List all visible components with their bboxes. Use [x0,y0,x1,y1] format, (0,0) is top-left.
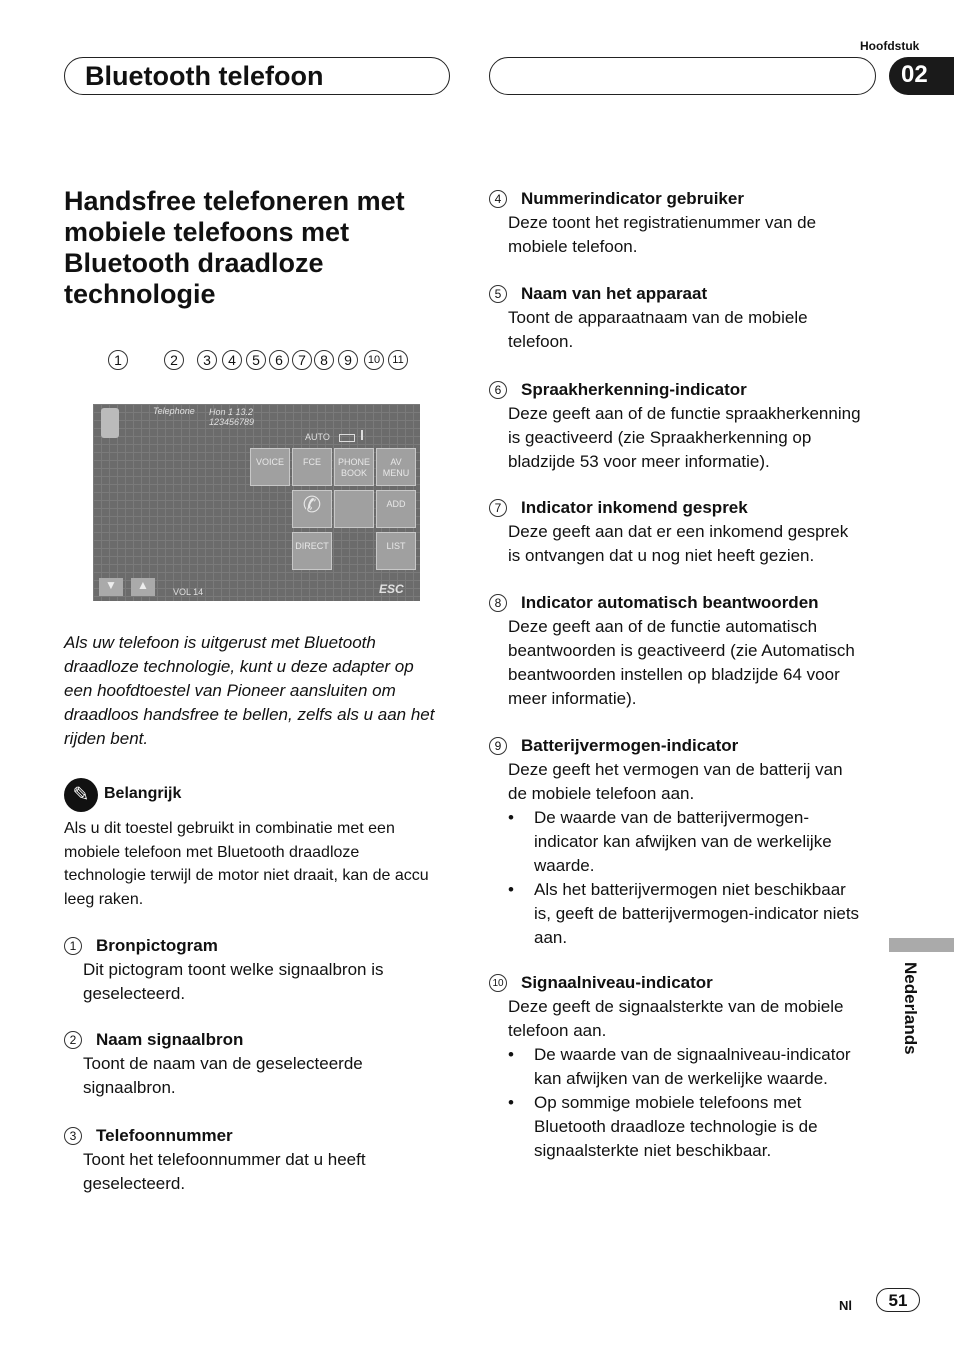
sidebar-language: Nederlands [901,962,920,1055]
item-title: Indicator inkomend gesprek [521,498,748,517]
item-2 [64,1028,436,1100]
item-5 [489,282,861,354]
screen-call-button [292,490,332,528]
screen-phonebook-button: PHONE BOOK [334,448,374,486]
callout-7: 7 [292,350,312,370]
header-section-pill [64,57,450,95]
handset-icon: ✆ [302,492,322,517]
item-text: Deze geeft het vermogen van de batterij van de mobiele telefoon aan. [508,760,843,803]
screen-fce-button: FCE [292,448,332,486]
item-6 [489,378,861,474]
important-icon: ✎ [64,778,98,812]
item-text: Toont de naam van de geselecteerde signaalbron. [83,1054,363,1097]
item-bullets [489,1043,861,1163]
item-title: Naam van het apparaat [521,284,708,303]
screen-voice-button: VOICE [250,448,290,486]
item-number: 8 [489,594,507,612]
important-title: Belangrijk [104,785,182,802]
callout-9: 9 [338,350,358,370]
item-title: Naam signaalbron [96,1030,244,1049]
item-9 [489,734,861,950]
item-10 [489,971,861,1163]
screen-blank-button [334,490,374,528]
chapter-label: Hoofdstuk [860,39,920,53]
callout-3: 3 [197,350,217,370]
item-number: 3 [64,1127,82,1145]
screen-device-name: Hon 1 13.2 [209,407,254,417]
item-text: Deze geeft aan dat er een inkomend gesprek is ontvangen dat u nog niet heeft gezien. [508,522,849,565]
bullet: • De waarde van de batterijvermogen-indicator kan afwijken van de werkelijke waarde. [534,806,861,878]
item-text: Deze geeft aan of de functie spraakherkenning is geactiveerd (zie Spraakherkenning op bladzijde 53 voor meer informatie). [508,404,861,471]
item-title: Nummerindicator gebruiker [521,189,744,208]
callout-5: 5 [246,350,266,370]
screen-up-arrow-icon: ▲ [131,578,155,596]
bullet: • Op sommige mobiele telefoons met Bluetooth draadloze technologie is de signaalsterkte niet beschikbaar. [534,1091,861,1163]
callout-8: 8 [314,350,334,370]
item-number: 2 [64,1031,82,1049]
item-text: Toont de apparaatnaam van de mobiele telefoon. [508,308,808,351]
side-tab-marker [889,938,954,952]
screen-signal-icon [361,430,373,440]
item-4 [489,187,861,259]
item-title: Signaalniveau-indicator [521,973,713,992]
bullet: • Als het batterijvermogen niet beschikbaar is, geeft de batterijvermogen-indicator niets aan. [534,878,861,950]
header-section-title: Bluetooth telefoon [85,61,324,91]
item-8 [489,591,861,711]
item-text: Dit pictogram toont welke signaalbron is geselecteerd. [83,960,384,1003]
screen-direct-button: DIRECT [292,532,332,570]
callout-11: 11 [388,350,408,370]
item-title: Spraakherkenning-indicator [521,380,747,399]
section-title: Handsfree telefoneren met mobiele telefoons met Bluetooth draadloze technologie [64,186,405,309]
screen-auto-indicator: AUTO [305,432,330,442]
callout-6: 6 [269,350,289,370]
item-number: 7 [489,499,507,517]
item-title: Telefoonnummer [96,1126,233,1145]
item-1 [64,934,436,1006]
screen-add-button: ADD [376,490,416,528]
item-text: Deze geeft aan of de functie automatisch beantwoorden is geactiveerd (zie Automatisch beantwoorden instellen op bladzijde 64 voor meer informatie). [508,617,855,708]
screen-source-name: Telephone [153,406,195,416]
page-number: 51 [876,1288,920,1312]
item-title: Indicator automatisch beantwoorden [521,593,819,612]
callout-10: 10 [364,350,384,370]
item-number: 5 [489,285,507,303]
footer-language: Nl [839,1298,852,1313]
screen-phone-number: 123456789 [209,417,255,427]
item-title: Batterijvermogen-indicator [521,736,739,755]
phone-source-icon [101,408,119,438]
item-text: Deze geeft de signaalsterkte van de mobiele telefoon aan. [508,997,844,1040]
important-text: Als u dit toestel gebruikt in combinatie met een mobiele telefoon met Bluetooth draadloze technologie terwijl de motor niet draait, kan de accu leeg raken. [64,820,429,908]
screen-list-button: LIST [376,532,416,570]
screen-av-menu-button: AV MENU [376,448,416,486]
screen-down-arrow-icon: ▼ [99,578,123,596]
item-number: 4 [489,190,507,208]
screen-esc-button: ESC [379,582,404,596]
item-number: 10 [489,974,507,992]
item-number: 9 [489,737,507,755]
item-text: Deze toont het registratienummer van de mobiele telefoon. [508,213,817,256]
callout-4: 4 [222,350,242,370]
callout-1: 1 [108,350,128,370]
screen-volume: VOL 14 [173,587,204,597]
item-number: 1 [64,937,82,955]
header-empty-pill [489,57,876,95]
item-7 [489,496,861,568]
item-title: Bronpictogram [96,936,218,955]
item-3 [64,1124,436,1196]
callout-2: 2 [164,350,184,370]
chapter-badge: 02 [889,57,954,95]
item-text: Toont het telefoonnummer dat u heeft geselecteerd. [83,1150,366,1193]
bullet: • De waarde van de signaalniveau-indicator kan afwijken van de werkelijke waarde. [534,1043,861,1091]
intro-paragraph: Als uw telefoon is uitgerust met Bluetooth draadloze technologie, kunt u deze adapter op een hoofdtoestel van Pioneer aansluiten om draadloos handsfree te bellen, zelfs als u aan het rijden bent. [64,633,435,748]
item-number: 6 [489,381,507,399]
phone-screen-illustration [93,404,420,601]
screen-battery-icon [339,434,355,442]
item-bullets [489,806,861,950]
